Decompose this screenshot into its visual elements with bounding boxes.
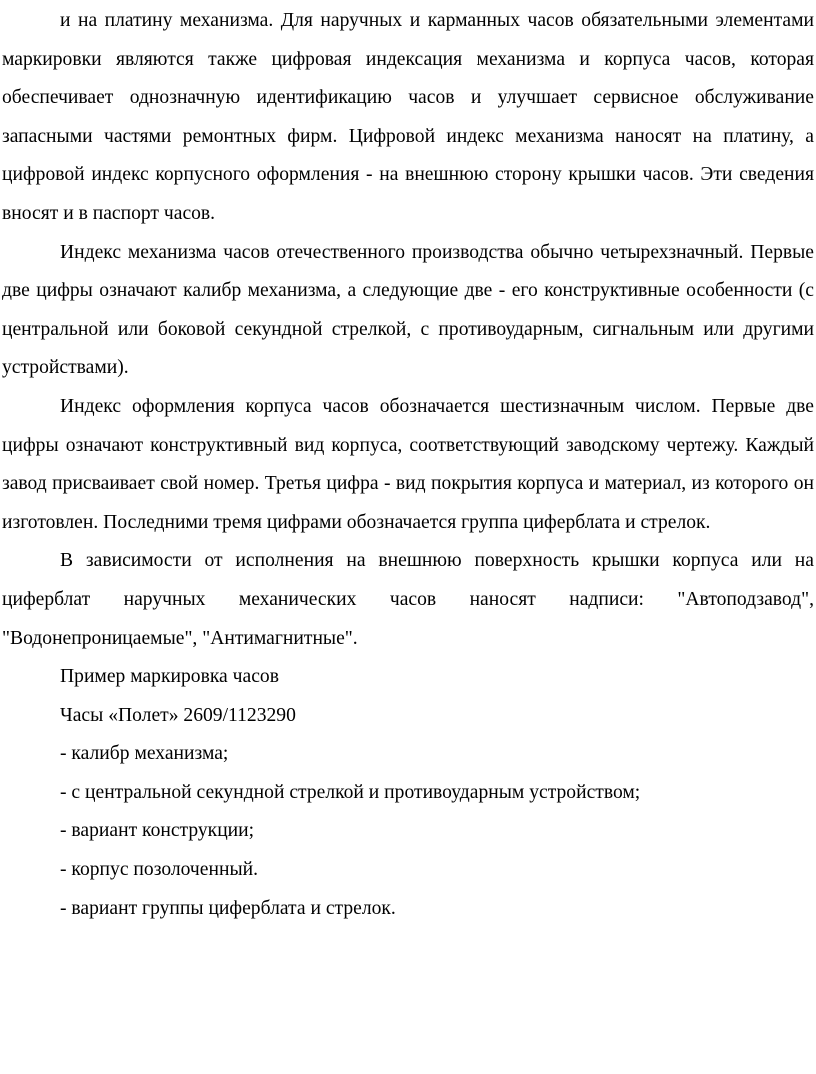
example-watch-marking: Часы «Полет» 2609/1123290 (60, 704, 296, 726)
example-heading: Пример маркировка часов (60, 666, 279, 688)
example-item-construction: - вариант конструкции; (60, 820, 255, 842)
example-item-dial-group: - вариант группы циферблата и стрелок. (60, 897, 396, 919)
example-item-second-hand: - с центральной секундной стрелкой и противоударным устройством; (60, 781, 641, 803)
paragraph-case-index: Индекс оформления корпуса часов обозначается шестизначным числом. Первые две цифры означают конструктивный вид корпуса, соответствующий заводскому чертежу. Каждый завод присваивает свой номер. Третья цифра - вид покрытия корпуса и материал, из которого он изготовлен. Последними тремя цифрами обозначается группа циферблата и стрелок. (2, 395, 814, 533)
example-item-caliber: - калибр механизма; (60, 743, 229, 765)
paragraph-movement-index: Индекс механизма часов отечественного производства обычно четырехзначный. Первые две цифры означают калибр механизма, а следующие две - его конструктивные особенности (с центральной или боковой секундной стрелкой, с противоударным, сигнальным или другими устройствами). (2, 241, 814, 379)
paragraph-inscriptions: В зависимости от исполнения на внешнюю поверхность крышки корпуса или на циферблат наручных механических часов наносят надписи: "Автоподзавод", "Водонепроницаемые", "Антимагнитные". (2, 550, 814, 649)
example-item-case: - корпус позолоченный. (60, 859, 259, 881)
paragraph-movement-indexing: и на платину механизма. Для наручных и карманных часов обязательными элементами маркировки являются также цифровая индексация механизма и корпуса часов, которая обеспечивает однозначную идентификацию часов и улучшает сервисное обслуживание запасными частями ремонтных фирм. Цифровой индекс механизма наносят на платину, а цифровой индекс корпусного оформления - на внешнюю сторону крышки часов. Эти сведения вносят и в паспорт часов. (2, 10, 814, 224)
